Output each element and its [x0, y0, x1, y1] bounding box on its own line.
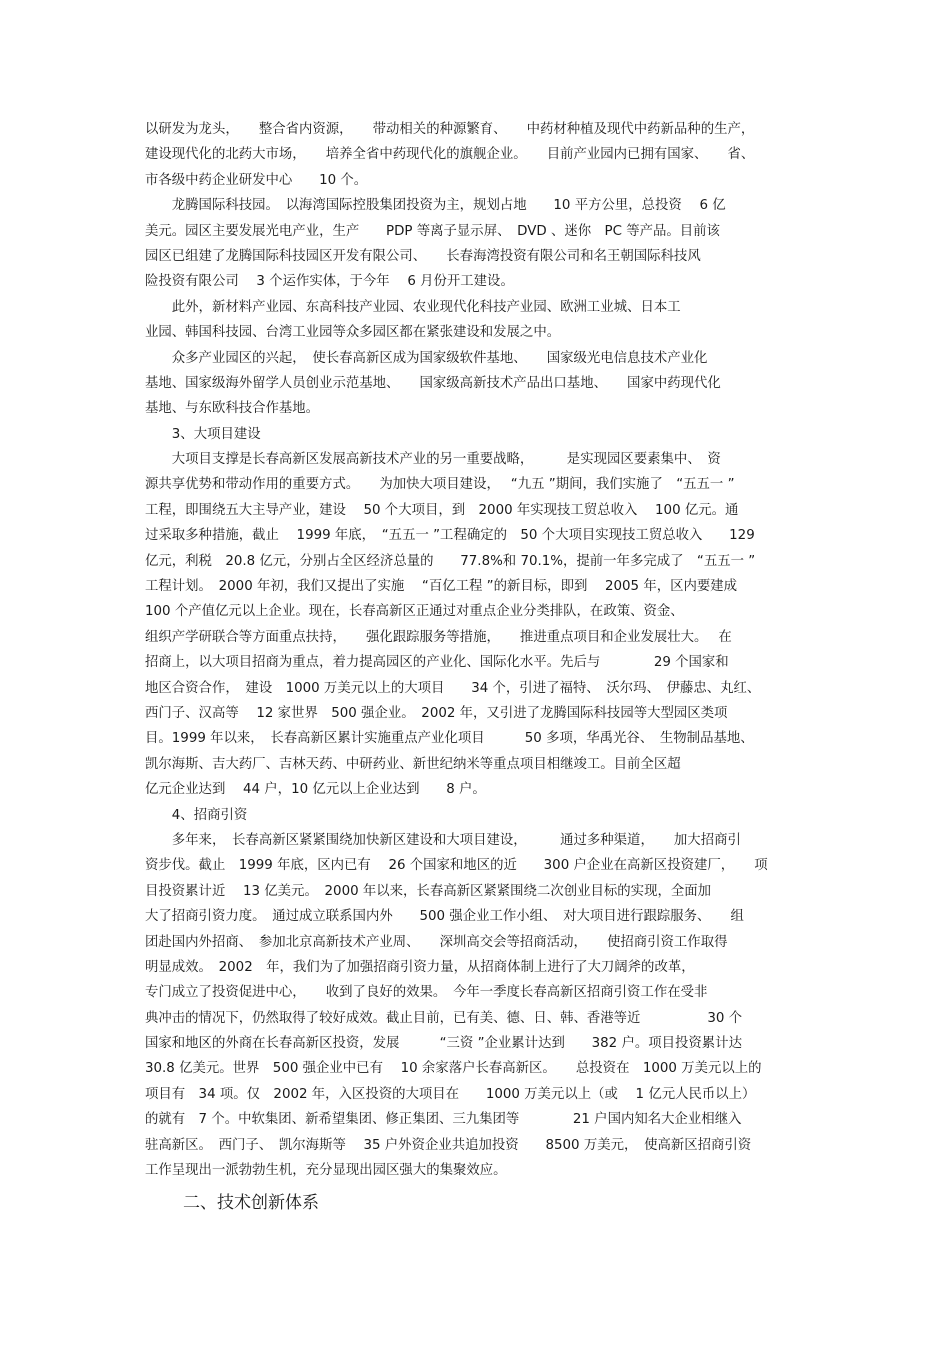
- text-line: 目投资累计近 13 亿美元。 2000 年以来，长春高新区紧紧围绕二次创业目标的实现，全面加: [145, 883, 712, 899]
- text-line: 招商上，以大项目招商为重点，着力提高园区的产业化、国际化水平。先后与 29 个国家和: [145, 655, 729, 671]
- section-title: 二、技术创新体系: [183, 1193, 319, 1213]
- text-line: 众多产业园区的兴起， 使长春高新区成为国家级软件基地、 国家级光电信息技术产业化: [145, 350, 708, 366]
- text-line: 典冲击的情况下，仍然取得了较好成效。截止目前，已有美、德、日、韩、香港等近 30 个: [145, 1010, 743, 1026]
- text-line: 工作呈现出一派勃勃生机，充分显现出园区强大的集聚效应。: [145, 1163, 507, 1179]
- text-line: 市各级中药企业研发中心 10 个。: [145, 172, 368, 188]
- text-line: 源共享优势和带动作用的重要方式。 为加快大项目建设， “九五 ”期间，我们实施了 “五五一 ”: [145, 477, 735, 493]
- text-line: 亿元，利税 20.8 亿元，分别占全区经济总量的 77.8%和 70.1%，提前一年多完成了 “五五一 ”: [145, 553, 756, 569]
- text-line: 专门成立了投资促进中心， 收到了良好的效果。 今年一季度长春高新区招商引资工作在受非: [145, 985, 708, 1001]
- text-line: 大了招商引资力度。 通过成立联系国内外 500 强企业工作小组、 对大项目进行跟踪服务、 组: [145, 909, 744, 925]
- text-line: 组织产学研联合等方面重点扶持， 强化跟踪服务等措施， 推进重点项目和企业发展壮大。 在: [145, 629, 732, 645]
- text-line: 此外，新材料产业园、东高科技产业园、农业现代化科技产业园、欧洲工业城、日本工: [145, 299, 681, 315]
- text-line: 多年来， 长春高新区紧紧围绕加快新区建设和大项目建设， 通过多种渠道， 加大招商引: [145, 832, 741, 848]
- text-line: 园区已组建了龙腾国际科技园区开发有限公司、 长春海湾投资有限公司和名王朝国际科技风: [145, 248, 701, 264]
- text-line: 资步伐。截止 1999 年底，区内已有 26 个国家和地区的近 300 户企业在高新区投资建厂， 项: [145, 858, 768, 874]
- subsection-heading: 3、大项目建设: [145, 426, 261, 442]
- text-line: 驻高新区。 西门子、 凯尔海斯等 35 户外资企业共追加投资 8500 万美元， 使高新区招商引资: [145, 1137, 752, 1153]
- text-line: 险投资有限公司 3 个运作实体，于今年 6 月份开工建设。: [145, 274, 514, 290]
- text-line: 团赴国内外招商、 参加北京高新技术产业周、 深圳高交会等招商活动， 使招商引资工作取得: [145, 934, 728, 950]
- text-line: 基地、与东欧科技合作基地。: [145, 401, 320, 417]
- text-line: 基地、国家级海外留学人员创业示范基地、 国家级高新技术产品出口基地、 国家中药现代化: [145, 375, 721, 391]
- text-line: 明显成效。 2002 年，我们为了加强招商引资力量，从招商体制上进行了大刀阔斧的改革，: [145, 959, 695, 975]
- text-line: 建设现代化的北药大市场， 培养全省中药现代化的旗舰企业。 目前产业园内已拥有国家、 省、: [145, 147, 755, 163]
- text-line: 美元。园区主要发展光电产业，生产 PDP 等离子显示屏、 DVD 、迷你 PC 等产品。目前该: [145, 223, 720, 239]
- text-line: 地区合资合作， 建设 1000 万美元以上的大项目 34 个，引进了福特、 沃尔玛、 伊藤忠、丸红、: [145, 680, 761, 696]
- text-line: 100 个产值亿元以上企业。现在，长春高新区正通过对重点企业分类排队，在政策、资金、: [145, 604, 684, 620]
- text-line: 亿元企业达到 44 户，10 亿元以上企业达到 8 户。: [145, 782, 486, 798]
- text-line: 凯尔海斯、吉大药厂、吉林天药、中研药业、新世纪纳米等重点项目相继竣工。目前全区超: [145, 756, 681, 772]
- text-line: 业园、韩国科技园、台湾工业园等众多园区都在紧张建设和发展之中。: [145, 325, 561, 341]
- text-line: 项目有 34 项。仅 2002 年，入区投资的大项目在 1000 万美元以上（或 1 亿元人民币以上）: [145, 1086, 756, 1102]
- text-line: 的就有 7 个。中软集团、新希望集团、修正集团、三九集团等 21 户国内知名大企业相继入: [145, 1112, 742, 1128]
- text-line: 工程，即围绕五大主导产业，建设 50 个大项目，到 2000 年实现技工贸总收入 100 亿元。通: [145, 502, 739, 518]
- text-line: 过采取多种措施，截止 1999 年底， “五五一 ”工程确定的 50 个大项目实现技工贸总收入 129: [145, 528, 755, 544]
- subsection-heading: 4、招商引资: [145, 807, 248, 823]
- body-text: [145, 117, 810, 1183]
- text-line: 目。1999 年以来， 长春高新区累计实施重点产业化项目 50 多项，华禹光谷、 生物制品基地、: [145, 731, 754, 747]
- text-line: 西门子、汉高等 12 家世界 500 强企业。 2002 年，又引进了龙腾国际科技园等大型园区类项: [145, 705, 728, 721]
- text-line: 30.8 亿美元。世界 500 强企业中已有 10 余家落户长春高新区。 总投资在 1000 万美元以上的: [145, 1061, 762, 1077]
- text-line: 国家和地区的外商在长春高新区投资，发展 “三资 ”企业累计达到 382 户。项目投资累计达: [145, 1036, 742, 1052]
- text-line: 大项目支撑是长春高新区发展高新技术产业的另一重要战略， 是实现园区要素集中、 资: [145, 452, 721, 468]
- text-line: 以研发为龙头， 整合省内资源， 带动相关的种源繁育、 中药材种植及现代中药新品种的生产，: [145, 122, 755, 137]
- text-line: 工程计划。 2000 年初，我们又提出了实施 “百亿工程 ”的新目标，即到 2005 年，区内要建成: [145, 579, 738, 595]
- text-line: 龙腾国际科技园。 以海湾国际控股集团投资为主，规划占地 10 平方公里，总投资 6 亿: [145, 198, 726, 214]
